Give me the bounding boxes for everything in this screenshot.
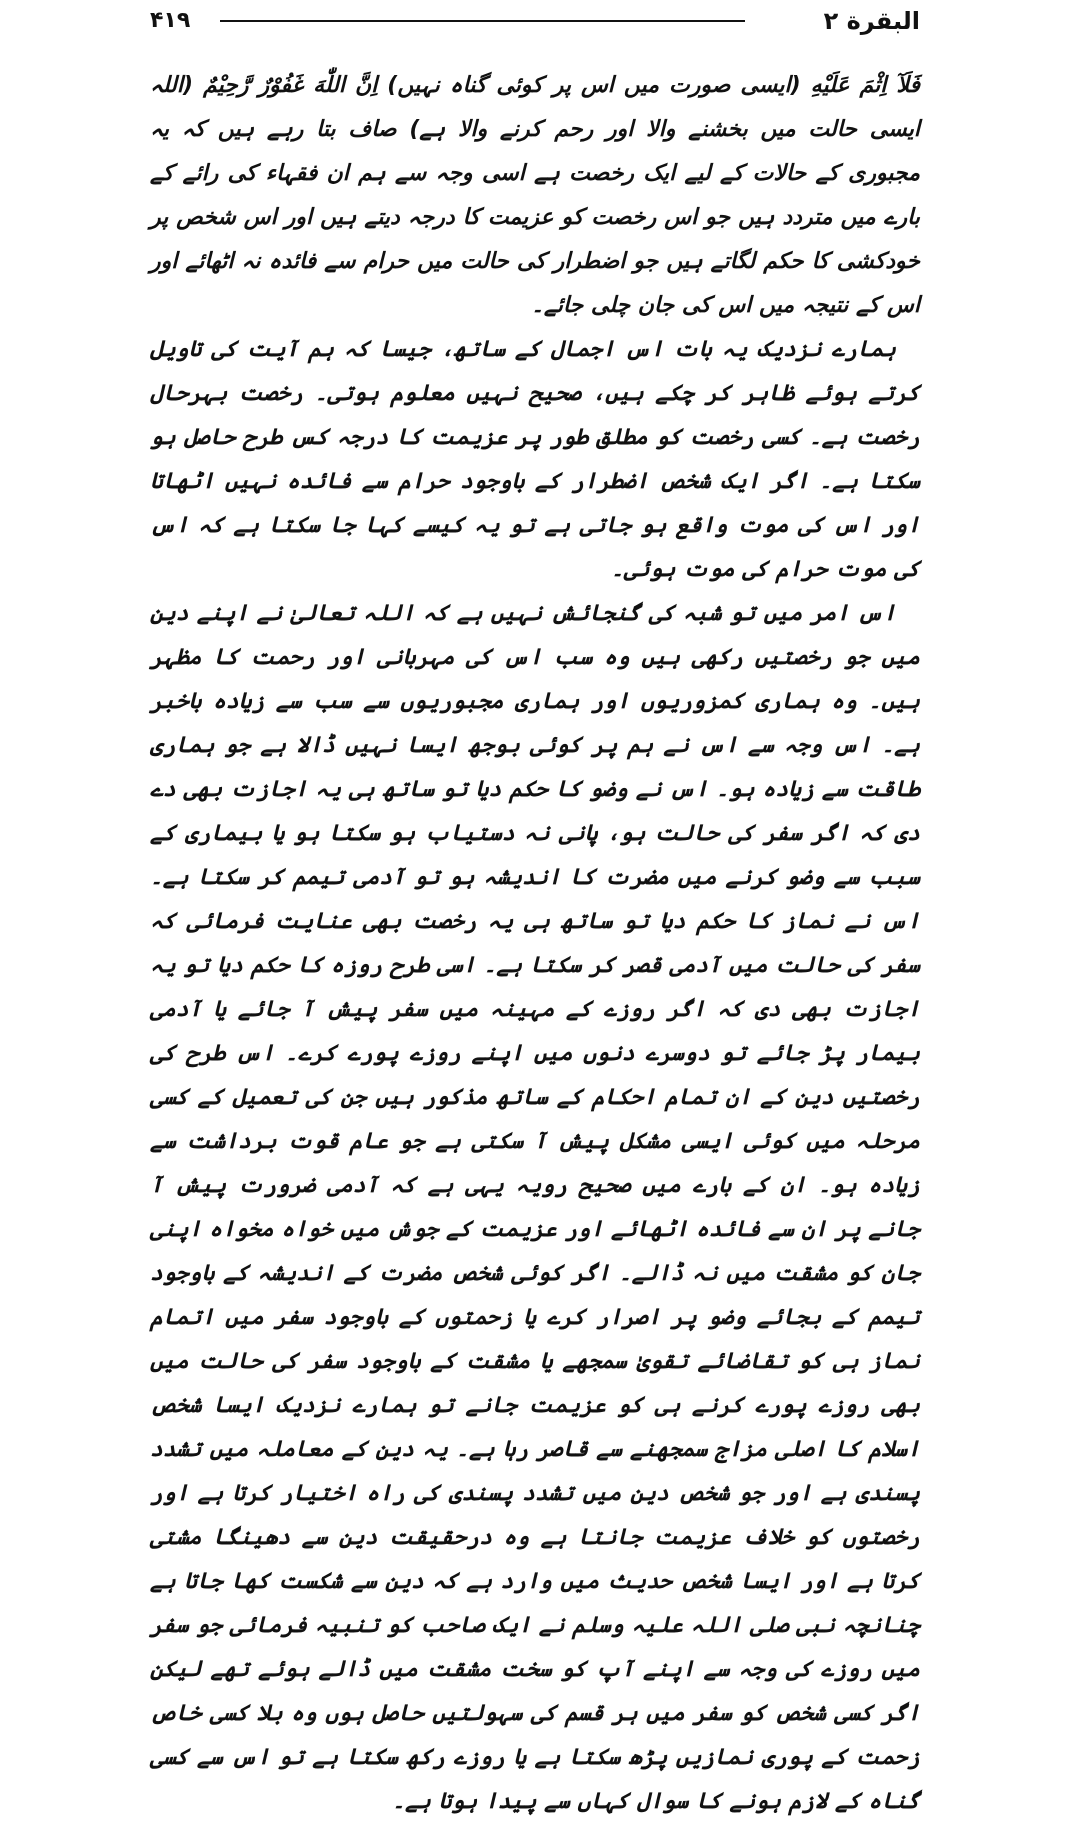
- page-header: [150, 6, 920, 40]
- paragraph-1: فَلَآ اِثْمَ عَلَيْهِ (ایسی صورت میں اس پر کوئی گناہ نہیں) اِنَّ اللّٰهَ غَفُوْرٌ رَّحِيْمٌ (اللہ ایسی حالت میں بخشنے والا اور رحم کرنے والا ہے) صاف بتا رہے ہیں کہ یہ مجبوری کے حالات کے لیے ایک رخصت ہے اسی وجہ سے ہم ان فقہاء کی رائے کے بارے میں متردد ہیں جو اس رخصت کو عزیمت کا درجہ دیتے ہیں اور اس شخص پر خودکشی کا حکم لگاتے ہیں جو اضطرار کی حالت میں حرام سے فائدہ نہ اٹھائے اور اس کے نتیجہ میں اس کی جان چلی جائے۔: [150, 73, 920, 318]
- surah-title: البقرة ٢: [823, 7, 920, 35]
- paragraph-3: اس امر میں تو شبہ کی گنجائش نہیں ہے کہ اللہ تعالیٰ نے اپنے دین میں جو رخصتیں رکھی ہیں وہ سب اس کی مہربانی اور رحمت کا مظہر ہیں۔ وہ ہماری کمزوریوں اور ہماری مجبوریوں سے سب سے زیادہ باخبر ہے۔ اس وجہ سے اس نے ہم پر کوئی بوجھ ایسا نہیں ڈالا ہے جو ہماری طاقت سے زیادہ ہو۔ اس نے وضو کا حکم دیا تو ساتھ ہی یہ اجازت بھی دے دی کہ اگر سفر کی حالت ہو، پانی نہ دستیاب ہو سکتا ہو یا بیماری کے سبب سے وضو کرنے میں مضرت کا اندیشہ ہو تو آدمی تیمم کر سکتا ہے۔ اس نے نماز کا حکم دیا تو ساتھ ہی یہ رخصت بھی عنایت فرمائی کہ سفر کی حالت میں آدمی قصر کر سکتا ہے۔ اسی طرح روزہ کا حکم دیا تو یہ اجازت بھی دی کہ اگر روزے کے مہینہ میں سفر پیش آ جائے یا آدمی بیمار پڑ جائے تو دوسرے دنوں میں اپنے روزے پورے کرے۔ اس طرح کی رخصتیں دین کے ان تمام احکام کے ساتھ مذکور ہیں جن کی تعمیل کے کسی مرحلہ میں کوئی ایسی مشکل پیش آ سکتی ہے جو عام قوت برداشت سے زیادہ ہو۔ ان کے بارے میں صحیح رویہ یہی ہے کہ آدمی ضرورت پیش آ جانے پر ان سے فائدہ اٹھائے اور عزیمت کے جوش میں خواہ مخواہ اپنی جان کو مشقت میں نہ ڈالے۔ اگر کوئی شخص مضرت کے اندیشہ کے باوجود تیمم کے بجائے وضو پر اصرار کرے یا زحمتوں کے باوجود سفر میں اتمام نماز ہی کو تقاضائے تقویٰ سمجھے یا مشقت کے باوجود سفر کی حالت میں بھی روزے پورے کرنے ہی کو عزیمت جانے تو ہمارے نزدیک ایسا شخص اسلام کا اصلی مزاج سمجھنے سے قاصر رہا ہے۔ یہ دین کے معاملہ میں تشدد پسندی ہے اور جو شخص دین میں تشدد پسندی کی راہ اختیار کرتا ہے اور رخصتوں کو خلاف عزیمت جانتا ہے وہ درحقیقت دین سے دھینگا مشتی کرتا ہے اور ایسا شخص حدیث میں وارد ہے کہ دین سے شکست کھا جاتا ہے چنانچہ نبی صلی اللہ علیہ وسلم نے ایک صاحب کو تنبیہ فرمائی جو سفر میں روزے کی وجہ سے اپنے آپ کو سخت مشقت میں ڈالے ہوئے تھے لیکن اگر کسی شخص کو سفر میں ہر قسم کی سہولتیں حاصل ہوں وہ بلا کسی خاص زحمت کے پوری نمازیں پڑھ سکتا ہے یا روزے رکھ سکتا ہے تو اس سے کسی گناہ کے لازم ہونے کا سوال کہاں سے پیدا ہوتا ہے۔: [150, 601, 920, 1814]
- page-number: ۴۱۹: [150, 8, 191, 33]
- paragraph-2: ہمارے نزدیک یہ بات اس اجمال کے ساتھ، جیسا کہ ہم آیت کی تاویل کرتے ہوئے ظاہر کر چکے ہیں، صحیح نہیں معلوم ہوتی۔ رخصت بہرحال رخصت ہے۔ کسی رخصت کو مطلق طور پر عزیمت کا درجہ کس طرح حاصل ہو سکتا ہے۔ اگر ایک شخص اضطرار کے باوجود حرام سے فائدہ نہیں اٹھاتا اور اس کی موت واقع ہو جاتی ہے تو یہ کیسے کہا جا سکتا ہے کہ اس کی موت حرام کی موت ہوئی۔: [150, 337, 920, 582]
- header-divider: [220, 20, 745, 22]
- commentary-text: [150, 64, 920, 1814]
